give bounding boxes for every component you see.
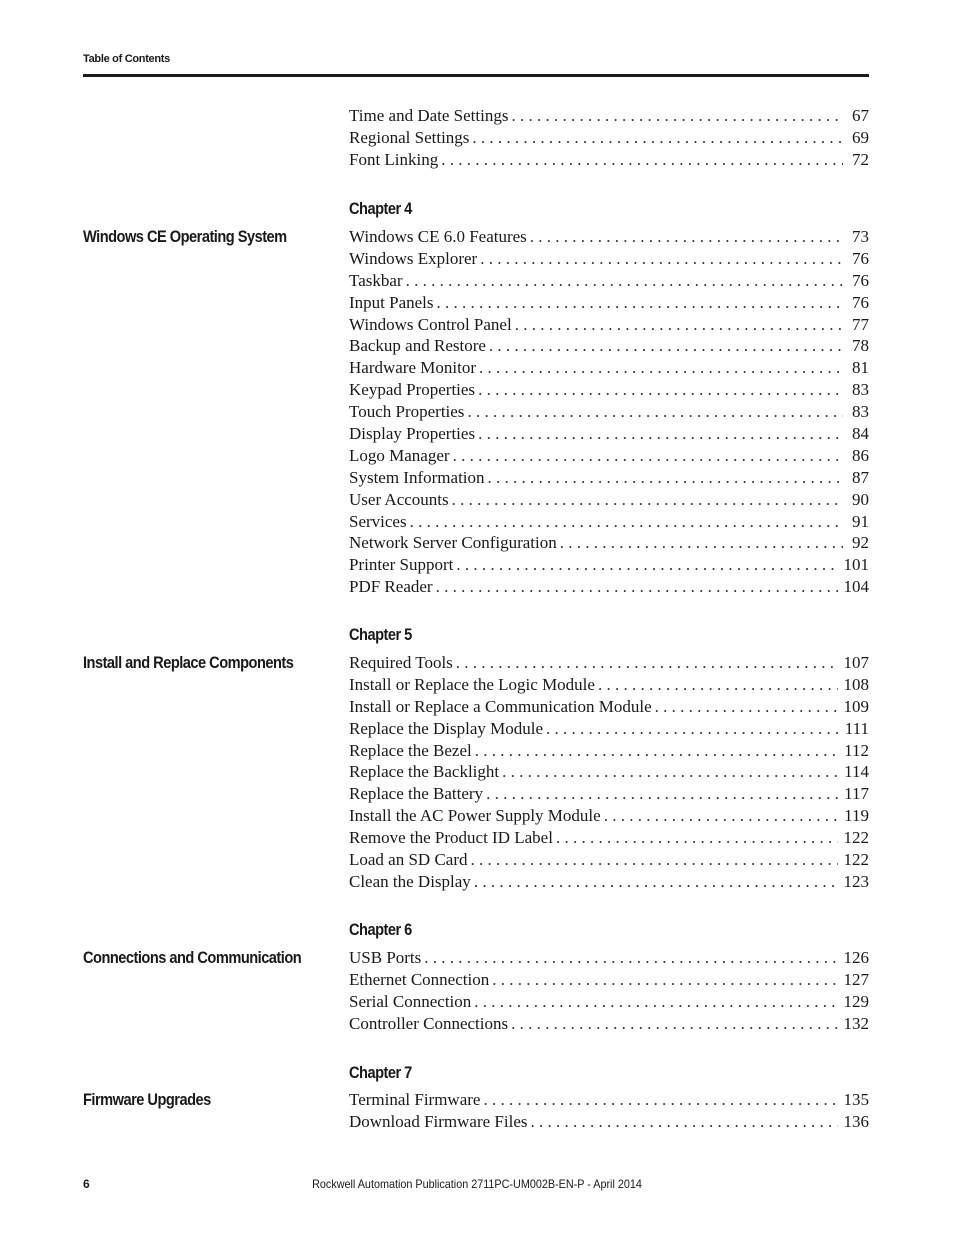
section-title: Connections and Communication	[83, 948, 302, 967]
dot-leader	[474, 872, 838, 892]
toc-entry-page: 129	[843, 991, 869, 1011]
toc-entry-page: 92	[852, 533, 869, 553]
chapter-label: Chapter 4	[349, 199, 412, 218]
toc-entry[interactable]	[349, 948, 869, 970]
toc-entry-page: 122	[843, 828, 869, 848]
toc-entry[interactable]	[349, 380, 869, 402]
dot-leader	[456, 555, 837, 575]
dot-leader	[441, 150, 843, 170]
dot-leader	[474, 992, 837, 1012]
toc-entry[interactable]	[349, 150, 869, 172]
toc-entry-title: Remove the Product ID Label	[349, 828, 553, 848]
toc-entry-page: 119	[844, 806, 869, 826]
dot-leader	[424, 948, 837, 968]
toc-entry[interactable]	[349, 512, 869, 534]
toc-entry[interactable]	[349, 271, 869, 293]
toc-entry[interactable]	[349, 358, 869, 380]
continuation-entries	[349, 106, 869, 172]
toc-entry-page: 108	[843, 674, 869, 694]
toc-entry-title: Display Properties	[349, 424, 476, 444]
toc-entry-title: USB Ports	[349, 948, 422, 967]
toc-entry-title: Keypad Properties	[349, 380, 476, 400]
toc-entry-title: Replace the Battery	[349, 784, 484, 804]
toc-entry-page: 107	[843, 653, 869, 672]
toc-entry-page: 78	[852, 336, 869, 356]
toc-entry-page: 67	[852, 106, 869, 125]
toc-entry-title: Download Firmware Files	[349, 1111, 528, 1131]
toc-entry[interactable]	[349, 1014, 869, 1036]
dot-leader	[502, 762, 838, 782]
toc-entry[interactable]	[349, 719, 869, 741]
toc-entry[interactable]	[349, 577, 869, 599]
toc-entry-title: Windows Control Panel	[349, 314, 512, 334]
toc-entry[interactable]	[349, 128, 869, 150]
dot-leader	[478, 424, 843, 444]
dot-leader	[488, 468, 843, 488]
toc-entry-page: 69	[852, 127, 869, 147]
toc-entry-page: 83	[852, 402, 869, 422]
dot-leader	[406, 271, 843, 291]
section-title: Install and Replace Components	[83, 653, 294, 672]
toc-entry[interactable]	[349, 741, 869, 763]
toc-entry-title: Replace the Display Module	[349, 718, 544, 738]
dot-leader	[530, 1112, 837, 1132]
dot-leader	[486, 784, 838, 804]
footer-publication: Rockwell Automation Publication 2711PC-UM002B-EN-P - April 2014	[312, 1177, 642, 1191]
dot-leader	[453, 446, 843, 466]
toc-entry-page: 104	[843, 577, 869, 597]
toc-entry[interactable]	[349, 336, 869, 358]
toc-entry-title: Logo Manager	[349, 445, 450, 465]
dot-leader	[483, 1090, 837, 1110]
dot-leader	[456, 653, 838, 673]
toc-entry-page: 84	[852, 424, 869, 444]
dot-leader	[556, 828, 838, 848]
chapter-entries	[349, 653, 869, 894]
toc-entry-page: 127	[843, 969, 869, 989]
dot-leader	[511, 106, 843, 126]
toc-entry-title: Replace the Bezel	[349, 740, 472, 760]
toc-entry[interactable]	[349, 227, 869, 249]
toc-entry[interactable]	[349, 424, 869, 446]
toc-entry-page: 117	[844, 784, 869, 804]
toc-entry-title: Services	[349, 511, 407, 531]
toc-entry-title: Windows Explorer	[349, 248, 478, 268]
dot-leader	[479, 358, 843, 378]
dot-leader	[467, 402, 843, 422]
toc-entry[interactable]	[349, 402, 869, 424]
dot-leader	[530, 227, 843, 247]
toc-entry-page: 122	[843, 850, 869, 870]
toc-entry-title: Serial Connection	[349, 991, 472, 1011]
toc-entry[interactable]	[349, 850, 869, 872]
toc-entry-title: User Accounts	[349, 489, 449, 509]
chapter-label: Chapter 6	[349, 920, 412, 939]
toc-entry-page: 126	[843, 948, 869, 967]
dot-leader	[472, 128, 843, 148]
toc-entry[interactable]	[349, 490, 869, 512]
toc-entry[interactable]	[349, 1090, 869, 1112]
toc-entry[interactable]	[349, 653, 869, 675]
dot-leader	[604, 806, 838, 826]
toc-entry[interactable]	[349, 555, 869, 577]
toc-entry-title: Replace the Backlight	[349, 762, 500, 782]
toc-entry-page: 76	[852, 292, 869, 312]
toc-entry[interactable]	[349, 446, 869, 468]
toc-entry-page: 123	[843, 871, 869, 891]
toc-entry[interactable]	[349, 106, 869, 128]
toc-entry[interactable]	[349, 697, 869, 719]
chapter-label: Chapter 5	[349, 625, 412, 644]
toc-entry-title: Load an SD Card	[349, 850, 468, 870]
toc-entry-page: 77	[852, 314, 869, 334]
toc-entry-page: 72	[852, 149, 869, 169]
toc-entry-title: Printer Support	[349, 555, 454, 575]
toc-entry-page: 90	[852, 489, 869, 509]
toc-entry[interactable]	[349, 992, 869, 1014]
toc-entry[interactable]	[349, 468, 869, 490]
toc-entry-page: 83	[852, 380, 869, 400]
toc-entry-page: 91	[852, 511, 869, 531]
toc-entry-title: Install or Replace a Communication Module	[349, 696, 652, 716]
toc-entry-page: 73	[852, 227, 869, 246]
toc-entry-title: Required Tools	[349, 653, 453, 672]
toc-entry-title: Terminal Firmware	[349, 1090, 481, 1109]
toc-entry-page: 111	[844, 718, 869, 738]
chapter-label: Chapter 7	[349, 1063, 412, 1082]
toc-entry-title: Install the AC Power Supply Module	[349, 806, 601, 826]
toc-entry[interactable]	[349, 970, 869, 992]
header-rule	[83, 74, 869, 77]
dot-leader	[475, 741, 838, 761]
toc-entry[interactable]	[349, 806, 869, 828]
toc-entry-page: 86	[852, 445, 869, 465]
toc-entry-title: Input Panels	[349, 292, 434, 312]
dot-leader	[598, 675, 838, 695]
toc-entry[interactable]	[349, 784, 869, 806]
dot-leader	[511, 1014, 837, 1034]
toc-entry-page: 87	[852, 467, 869, 487]
toc-entry[interactable]	[349, 828, 869, 850]
toc-entry[interactable]	[349, 315, 869, 337]
footer-page-number: 6	[83, 1177, 90, 1191]
chapter-entries	[349, 948, 869, 1036]
toc-entry-title: Taskbar	[349, 270, 403, 290]
chapter-entries	[349, 1090, 869, 1134]
dot-leader	[655, 697, 838, 717]
toc-entry-page: 114	[844, 762, 869, 782]
dot-leader	[515, 315, 843, 335]
toc-entry[interactable]	[349, 533, 869, 555]
dot-leader	[478, 380, 843, 400]
toc-entry-title: Clean the Display	[349, 871, 471, 891]
toc-entry-page: 101	[843, 555, 869, 575]
toc-entry-page: 112	[844, 740, 869, 760]
dot-leader	[436, 577, 838, 597]
dot-leader	[489, 336, 843, 356]
dot-leader	[546, 719, 839, 739]
dot-leader	[452, 490, 843, 510]
toc-entry[interactable]	[349, 675, 869, 697]
toc-entry-title: Time and Date Settings	[349, 106, 509, 125]
toc-entry-title: Backup and Restore	[349, 336, 486, 356]
chapter-entries	[349, 227, 869, 599]
toc-entry-page: 81	[852, 358, 869, 378]
toc-entry-title: Install or Replace the Logic Module	[349, 674, 595, 694]
toc-entry-title: Ethernet Connection	[349, 969, 490, 989]
dot-leader	[480, 249, 843, 269]
dot-leader	[410, 512, 843, 532]
toc-entry[interactable]	[349, 762, 869, 784]
dot-leader	[437, 293, 843, 313]
toc-entry-title: Controller Connections	[349, 1013, 509, 1033]
toc-entry[interactable]	[349, 293, 869, 315]
section-title: Windows CE Operating System	[83, 227, 287, 246]
toc-entry-title: Network Server Configuration	[349, 533, 557, 553]
toc-entry-page: 76	[852, 248, 869, 268]
toc-entry[interactable]	[349, 249, 869, 271]
toc-entry[interactable]	[349, 872, 869, 894]
toc-entry-page: 76	[852, 270, 869, 290]
toc-entry-title: Touch Properties	[349, 402, 465, 422]
toc-entry-title: Windows CE 6.0 Features	[349, 227, 527, 246]
toc-entry-title: PDF Reader	[349, 577, 433, 597]
toc-entry-page: 136	[843, 1111, 869, 1131]
dot-leader	[492, 970, 837, 990]
toc-entry-page: 132	[843, 1013, 869, 1033]
toc-entry-title: Regional Settings	[349, 127, 470, 147]
toc-entry-title: Font Linking	[349, 149, 439, 169]
section-title: Firmware Upgrades	[83, 1090, 211, 1109]
toc-entry-title: Hardware Monitor	[349, 358, 476, 378]
dot-leader	[471, 850, 838, 870]
toc-entry-page: 109	[843, 696, 869, 716]
toc-entry[interactable]	[349, 1112, 869, 1134]
dot-leader	[560, 533, 843, 553]
header-label: Table of Contents	[83, 53, 170, 65]
toc-entry-page: 135	[843, 1090, 869, 1109]
toc-entry-title: System Information	[349, 467, 485, 487]
